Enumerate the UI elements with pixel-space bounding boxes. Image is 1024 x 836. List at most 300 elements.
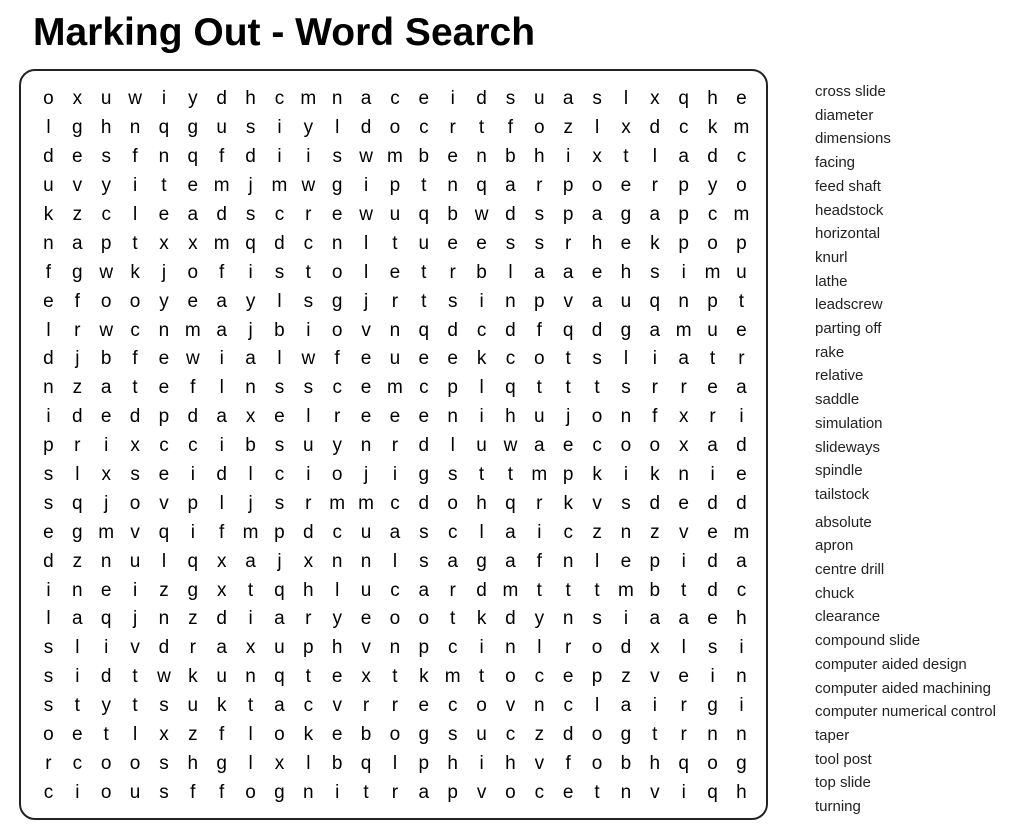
grid-letter[interactable]: w	[503, 435, 518, 457]
grid-letter[interactable]: p	[274, 521, 285, 543]
grid-letter[interactable]: g	[620, 204, 632, 225]
grid-letter[interactable]: d	[476, 579, 487, 601]
grid-letter[interactable]: a	[216, 290, 227, 312]
grid-letter[interactable]: c	[303, 232, 314, 254]
grid-letter[interactable]: t	[421, 290, 427, 312]
grid-letter[interactable]: c	[736, 579, 747, 601]
grid-letter[interactable]: j	[363, 290, 369, 312]
grid-letter[interactable]: d	[274, 232, 285, 254]
grid-letter[interactable]: z	[650, 521, 660, 543]
grid-letter[interactable]: h	[736, 781, 747, 803]
grid-letter[interactable]: w	[301, 175, 316, 197]
grid-letter[interactable]: v	[505, 695, 516, 717]
grid-letter[interactable]: s	[707, 637, 718, 659]
grid-letter[interactable]: a	[591, 204, 603, 225]
grid-letter[interactable]: m	[271, 175, 288, 197]
grid-letter[interactable]: p	[678, 232, 689, 254]
grid-letter[interactable]: a	[649, 204, 661, 225]
grid-letter[interactable]: i	[306, 146, 311, 168]
grid-letter[interactable]: c	[447, 521, 458, 543]
grid-letter[interactable]: t	[594, 377, 600, 399]
grid-letter[interactable]: e	[360, 406, 372, 428]
grid-letter[interactable]: i	[681, 781, 686, 803]
grid-letter[interactable]: h	[331, 637, 343, 659]
grid-letter[interactable]: g	[72, 521, 83, 543]
grid-letter[interactable]: l	[508, 261, 513, 283]
grid-letter[interactable]: s	[159, 695, 169, 717]
grid-letter[interactable]: w	[99, 319, 114, 341]
grid-letter[interactable]: o	[591, 637, 603, 659]
grid-letter[interactable]: u	[129, 550, 141, 572]
grid-letter[interactable]: q	[707, 781, 718, 803]
grid-letter[interactable]: m	[387, 377, 403, 399]
grid-letter[interactable]: n	[476, 146, 487, 168]
grid-letter[interactable]: e	[331, 724, 343, 746]
grid-letter[interactable]: c	[274, 204, 285, 225]
grid-letter[interactable]: s	[621, 492, 631, 514]
grid-letter[interactable]: v	[159, 492, 169, 514]
grid-letter[interactable]: f	[536, 319, 542, 341]
grid-letter[interactable]: h	[707, 88, 718, 110]
grid-letter[interactable]: z	[592, 521, 602, 543]
grid-letter[interactable]: k	[130, 261, 140, 283]
grid-letter[interactable]: g	[331, 175, 343, 197]
grid-letter[interactable]: f	[74, 290, 80, 312]
grid-letter[interactable]: q	[187, 146, 199, 168]
grid-letter[interactable]: l	[248, 724, 253, 746]
grid-letter[interactable]: l	[248, 752, 253, 774]
grid-letter[interactable]: i	[537, 521, 542, 543]
grid-letter[interactable]: l	[594, 117, 600, 139]
grid-letter[interactable]: n	[505, 290, 516, 312]
grid-letter[interactable]: o	[331, 464, 343, 486]
grid-letter[interactable]: x	[72, 88, 83, 110]
grid-letter[interactable]: u	[418, 232, 430, 254]
grid-letter[interactable]: v	[476, 781, 487, 803]
grid-letter[interactable]: o	[129, 290, 141, 312]
grid-letter[interactable]: p	[649, 550, 661, 572]
grid-letter[interactable]: x	[101, 464, 111, 486]
grid-letter[interactable]: m	[733, 521, 750, 543]
grid-letter[interactable]: k	[650, 464, 660, 486]
grid-letter[interactable]: l	[306, 752, 311, 774]
grid-letter[interactable]: v	[563, 290, 573, 312]
grid-letter[interactable]: f	[190, 377, 196, 399]
grid-letter[interactable]: o	[331, 319, 343, 341]
grid-letter[interactable]: m	[618, 579, 634, 601]
grid-letter[interactable]: i	[190, 521, 195, 543]
grid-letter[interactable]: n	[620, 781, 632, 803]
grid-letter[interactable]: s	[43, 492, 54, 514]
grid-letter[interactable]: s	[130, 464, 140, 486]
grid-letter[interactable]: k	[43, 204, 54, 225]
grid-letter[interactable]: t	[421, 261, 427, 283]
grid-letter[interactable]: o	[100, 290, 112, 312]
grid-letter[interactable]: g	[707, 695, 718, 717]
grid-letter[interactable]: s	[303, 290, 314, 312]
grid-letter[interactable]: k	[216, 695, 227, 717]
grid-letter[interactable]: l	[335, 579, 340, 601]
grid-letter[interactable]: c	[505, 724, 516, 746]
grid-letter[interactable]: u	[389, 348, 401, 370]
grid-letter[interactable]: t	[450, 608, 456, 630]
grid-letter[interactable]: i	[681, 550, 686, 572]
grid-letter[interactable]: m	[358, 492, 374, 514]
grid-letter[interactable]: t	[132, 232, 138, 254]
grid-letter[interactable]: i	[306, 464, 311, 486]
grid-letter[interactable]: s	[43, 637, 54, 659]
grid-letter[interactable]: h	[736, 608, 747, 630]
grid-letter[interactable]: y	[245, 290, 256, 312]
grid-letter[interactable]: i	[652, 695, 657, 717]
grid-letter[interactable]: a	[216, 319, 227, 341]
grid-letter[interactable]: i	[479, 752, 484, 774]
grid-letter[interactable]: s	[43, 666, 54, 688]
grid-letter[interactable]: n	[43, 377, 54, 399]
grid-letter[interactable]: t	[305, 666, 311, 688]
grid-letter[interactable]: d	[418, 435, 430, 457]
grid-letter[interactable]: s	[274, 435, 285, 457]
grid-letter[interactable]: a	[534, 435, 545, 457]
grid-letter[interactable]: n	[678, 464, 689, 486]
grid-letter[interactable]: j	[75, 348, 80, 370]
grid-letter[interactable]: n	[620, 406, 632, 428]
grid-letter[interactable]: e	[72, 146, 83, 168]
grid-letter[interactable]: t	[507, 464, 514, 486]
grid-letter[interactable]: s	[159, 781, 169, 803]
grid-letter[interactable]: s	[447, 464, 458, 486]
grid-letter[interactable]: m	[242, 521, 259, 543]
grid-letter[interactable]: a	[100, 377, 112, 399]
grid-letter[interactable]: f	[45, 261, 52, 283]
grid-letter[interactable]: l	[681, 637, 686, 659]
grid-letter[interactable]: t	[247, 695, 254, 717]
grid-letter[interactable]: e	[187, 175, 199, 197]
grid-letter[interactable]: w	[359, 204, 373, 225]
grid-letter[interactable]: e	[620, 175, 632, 197]
grid-letter[interactable]: i	[710, 666, 715, 688]
grid-letter[interactable]: s	[447, 290, 458, 312]
grid-letter[interactable]: g	[476, 550, 487, 572]
grid-letter[interactable]: k	[476, 608, 487, 630]
grid-letter[interactable]: z	[563, 117, 573, 139]
grid-letter[interactable]: q	[562, 319, 574, 341]
grid-letter[interactable]: r	[449, 579, 456, 601]
grid-letter[interactable]: t	[132, 695, 138, 717]
grid-letter[interactable]: c	[534, 666, 545, 688]
grid-letter[interactable]: n	[158, 146, 170, 168]
grid-letter[interactable]: a	[216, 637, 227, 659]
grid-letter[interactable]: e	[158, 464, 170, 486]
grid-letter[interactable]: d	[620, 637, 632, 659]
grid-letter[interactable]: o	[591, 175, 603, 197]
grid-letter[interactable]: s	[592, 88, 602, 110]
grid-letter[interactable]: c	[707, 204, 718, 225]
grid-letter[interactable]: x	[245, 406, 256, 428]
grid-letter[interactable]: c	[592, 435, 602, 457]
grid-letter[interactable]: c	[332, 377, 342, 399]
grid-letter[interactable]: d	[158, 637, 170, 659]
grid-letter[interactable]: o	[649, 435, 661, 457]
grid-letter[interactable]: r	[305, 608, 312, 630]
grid-letter[interactable]: o	[591, 724, 603, 746]
grid-letter[interactable]: r	[680, 695, 687, 717]
grid-letter[interactable]: q	[678, 752, 689, 774]
grid-letter[interactable]: o	[389, 117, 401, 139]
grid-letter[interactable]: g	[418, 464, 430, 486]
grid-letter[interactable]: t	[478, 666, 485, 688]
grid-letter[interactable]: q	[72, 492, 83, 514]
grid-letter[interactable]: d	[43, 348, 54, 370]
grid-letter[interactable]: f	[507, 117, 514, 139]
grid-letter[interactable]: f	[536, 550, 542, 572]
grid-letter[interactable]: c	[390, 579, 400, 601]
grid-letter[interactable]: j	[363, 464, 369, 486]
grid-letter[interactable]: i	[306, 319, 311, 341]
grid-letter[interactable]: t	[363, 781, 369, 803]
grid-letter[interactable]: v	[130, 637, 140, 659]
grid-letter[interactable]: o	[591, 752, 603, 774]
grid-letter[interactable]: j	[566, 406, 571, 428]
grid-letter[interactable]: t	[478, 117, 485, 139]
grid-letter[interactable]: c	[419, 117, 429, 139]
grid-letter[interactable]: l	[277, 290, 282, 312]
grid-letter[interactable]: p	[158, 406, 170, 428]
grid-letter[interactable]: a	[534, 261, 545, 283]
grid-letter[interactable]: e	[418, 348, 430, 370]
grid-letter[interactable]: x	[159, 232, 169, 254]
grid-letter[interactable]: f	[190, 781, 196, 803]
grid-letter[interactable]: i	[479, 637, 484, 659]
grid-letter[interactable]: l	[479, 377, 484, 399]
grid-letter[interactable]: x	[303, 550, 314, 572]
grid-letter[interactable]: t	[247, 579, 254, 601]
grid-letter[interactable]: e	[331, 204, 343, 225]
grid-letter[interactable]: k	[707, 117, 718, 139]
grid-letter[interactable]: r	[680, 724, 687, 746]
grid-letter[interactable]: m	[98, 521, 115, 543]
grid-letter[interactable]: o	[43, 88, 54, 110]
grid-letter[interactable]: v	[361, 637, 371, 659]
grid-letter[interactable]: i	[75, 781, 80, 803]
grid-letter[interactable]: i	[46, 406, 51, 428]
grid-letter[interactable]: q	[505, 492, 516, 514]
grid-letter[interactable]: a	[505, 521, 516, 543]
grid-letter[interactable]: o	[389, 608, 401, 630]
grid-letter[interactable]: d	[707, 550, 718, 572]
grid-letter[interactable]: n	[331, 232, 343, 254]
grid-letter[interactable]: o	[129, 752, 141, 774]
grid-letter[interactable]: t	[421, 175, 427, 197]
grid-letter[interactable]: o	[707, 232, 718, 254]
grid-letter[interactable]: d	[562, 724, 574, 746]
grid-letter[interactable]: j	[161, 261, 167, 283]
grid-letter[interactable]: a	[360, 88, 372, 110]
grid-letter[interactable]: e	[678, 666, 689, 688]
grid-letter[interactable]: n	[505, 637, 516, 659]
grid-letter[interactable]: s	[592, 348, 602, 370]
grid-letter[interactable]: n	[100, 550, 112, 572]
grid-letter[interactable]: j	[248, 319, 253, 341]
grid-letter[interactable]: y	[303, 117, 314, 139]
grid-letter[interactable]: z	[188, 724, 198, 746]
grid-letter[interactable]: l	[594, 695, 600, 717]
grid-letter[interactable]: n	[562, 608, 574, 630]
grid-letter[interactable]: r	[449, 261, 456, 283]
grid-letter[interactable]: b	[476, 261, 487, 283]
grid-letter[interactable]: a	[649, 319, 661, 341]
grid-letter[interactable]: d	[43, 146, 54, 168]
grid-letter[interactable]: q	[418, 319, 430, 341]
grid-letter[interactable]: b	[245, 435, 256, 457]
grid-letter[interactable]: d	[476, 88, 487, 110]
grid-letter[interactable]: i	[739, 695, 744, 717]
grid-letter[interactable]: a	[245, 348, 256, 370]
grid-letter[interactable]: n	[736, 724, 747, 746]
grid-letter[interactable]: x	[216, 579, 227, 601]
grid-letter[interactable]: p	[389, 175, 401, 197]
grid-letter[interactable]: t	[161, 175, 167, 197]
grid-letter[interactable]: k	[476, 348, 487, 370]
grid-letter[interactable]: n	[389, 319, 401, 341]
grid-letter[interactable]: s	[534, 232, 545, 254]
grid-letter[interactable]: y	[332, 435, 342, 457]
grid-letter[interactable]: t	[392, 232, 398, 254]
grid-letter[interactable]: g	[620, 319, 632, 341]
grid-letter[interactable]: l	[537, 637, 542, 659]
grid-letter[interactable]: s	[303, 377, 314, 399]
grid-letter[interactable]: l	[219, 492, 224, 514]
grid-letter[interactable]: i	[450, 88, 455, 110]
grid-letter[interactable]: x	[216, 550, 227, 572]
grid-letter[interactable]: e	[447, 232, 458, 254]
grid-letter[interactable]: x	[592, 146, 602, 168]
grid-letter[interactable]: r	[536, 175, 543, 197]
grid-letter[interactable]: o	[534, 348, 545, 370]
grid-letter[interactable]: a	[678, 608, 689, 630]
grid-letter[interactable]: b	[620, 752, 632, 774]
grid-letter[interactable]: e	[447, 146, 458, 168]
grid-letter[interactable]: x	[130, 435, 140, 457]
grid-letter[interactable]: o	[418, 608, 430, 630]
grid-letter[interactable]: o	[707, 752, 718, 774]
grid-letter[interactable]: u	[476, 435, 487, 457]
grid-letter[interactable]: o	[505, 666, 516, 688]
grid-letter[interactable]: p	[100, 232, 112, 254]
grid-letter[interactable]: t	[74, 695, 80, 717]
grid-letter[interactable]: y	[188, 88, 198, 110]
grid-letter[interactable]: p	[534, 290, 545, 312]
grid-letter[interactable]: s	[274, 261, 285, 283]
grid-letter[interactable]: a	[562, 261, 574, 283]
grid-letter[interactable]: a	[72, 232, 83, 254]
grid-letter[interactable]: k	[563, 492, 573, 514]
grid-letter[interactable]: m	[184, 319, 201, 341]
grid-letter[interactable]: d	[418, 492, 430, 514]
grid-letter[interactable]: t	[536, 579, 542, 601]
grid-letter[interactable]: e	[736, 319, 747, 341]
grid-letter[interactable]: k	[650, 232, 660, 254]
grid-letter[interactable]: k	[419, 666, 429, 688]
grid-letter[interactable]: m	[444, 666, 461, 688]
grid-letter[interactable]: d	[100, 666, 112, 688]
grid-letter[interactable]: h	[476, 492, 487, 514]
grid-letter[interactable]: a	[505, 550, 516, 572]
grid-letter[interactable]: u	[216, 666, 227, 688]
grid-letter[interactable]: a	[447, 550, 458, 572]
grid-letter[interactable]: s	[43, 695, 54, 717]
grid-letter[interactable]: l	[363, 232, 369, 254]
grid-letter[interactable]: p	[447, 781, 458, 803]
grid-letter[interactable]: z	[621, 666, 631, 688]
grid-letter[interactable]: c	[476, 319, 487, 341]
grid-letter[interactable]: s	[505, 232, 516, 254]
grid-letter[interactable]: e	[707, 521, 718, 543]
grid-letter[interactable]: a	[274, 695, 285, 717]
grid-letter[interactable]: z	[534, 724, 545, 746]
grid-letter[interactable]: i	[623, 608, 629, 630]
grid-letter[interactable]: j	[248, 492, 253, 514]
grid-letter[interactable]: c	[419, 377, 429, 399]
grid-letter[interactable]: a	[274, 608, 285, 630]
grid-letter[interactable]: o	[245, 781, 256, 803]
grid-letter[interactable]: m	[300, 88, 317, 110]
grid-letter[interactable]: s	[43, 464, 54, 486]
grid-letter[interactable]: i	[479, 290, 484, 312]
grid-letter[interactable]: o	[100, 752, 112, 774]
grid-letter[interactable]: l	[392, 752, 398, 774]
grid-letter[interactable]: s	[447, 724, 458, 746]
grid-letter[interactable]: e	[72, 724, 83, 746]
grid-letter[interactable]: o	[736, 175, 747, 197]
grid-letter[interactable]: u	[129, 781, 141, 803]
grid-letter[interactable]: c	[390, 492, 400, 514]
grid-letter[interactable]: a	[505, 175, 516, 197]
grid-letter[interactable]: g	[187, 117, 199, 139]
grid-letter[interactable]: r	[565, 232, 572, 254]
grid-letter[interactable]: b	[331, 752, 343, 774]
grid-letter[interactable]: r	[305, 204, 312, 225]
grid-letter[interactable]: p	[562, 204, 574, 225]
grid-letter[interactable]: t	[652, 724, 658, 746]
grid-letter[interactable]: p	[562, 464, 574, 486]
grid-letter[interactable]: n	[534, 695, 545, 717]
grid-letter[interactable]: j	[104, 492, 109, 514]
grid-letter[interactable]: i	[710, 464, 715, 486]
grid-letter[interactable]: l	[132, 724, 138, 746]
grid-letter[interactable]: l	[363, 261, 369, 283]
grid-letter[interactable]: n	[360, 550, 372, 572]
grid-letter[interactable]: g	[72, 117, 83, 139]
grid-letter[interactable]: u	[707, 319, 718, 341]
grid-letter[interactable]: n	[678, 290, 689, 312]
grid-letter[interactable]: m	[387, 146, 403, 168]
grid-letter[interactable]: m	[502, 579, 519, 601]
grid-letter[interactable]: n	[389, 637, 401, 659]
grid-letter[interactable]: d	[649, 117, 661, 139]
grid-letter[interactable]: m	[329, 492, 346, 514]
grid-letter[interactable]: r	[391, 290, 399, 312]
grid-letter[interactable]: t	[565, 579, 571, 601]
grid-letter[interactable]: e	[158, 348, 170, 370]
grid-letter[interactable]: w	[185, 348, 200, 370]
grid-letter[interactable]: l	[652, 146, 657, 168]
grid-letter[interactable]: p	[447, 377, 458, 399]
grid-letter[interactable]: i	[104, 637, 109, 659]
grid-letter[interactable]: s	[274, 377, 285, 399]
grid-letter[interactable]: l	[219, 377, 224, 399]
grid-letter[interactable]: r	[391, 781, 399, 803]
